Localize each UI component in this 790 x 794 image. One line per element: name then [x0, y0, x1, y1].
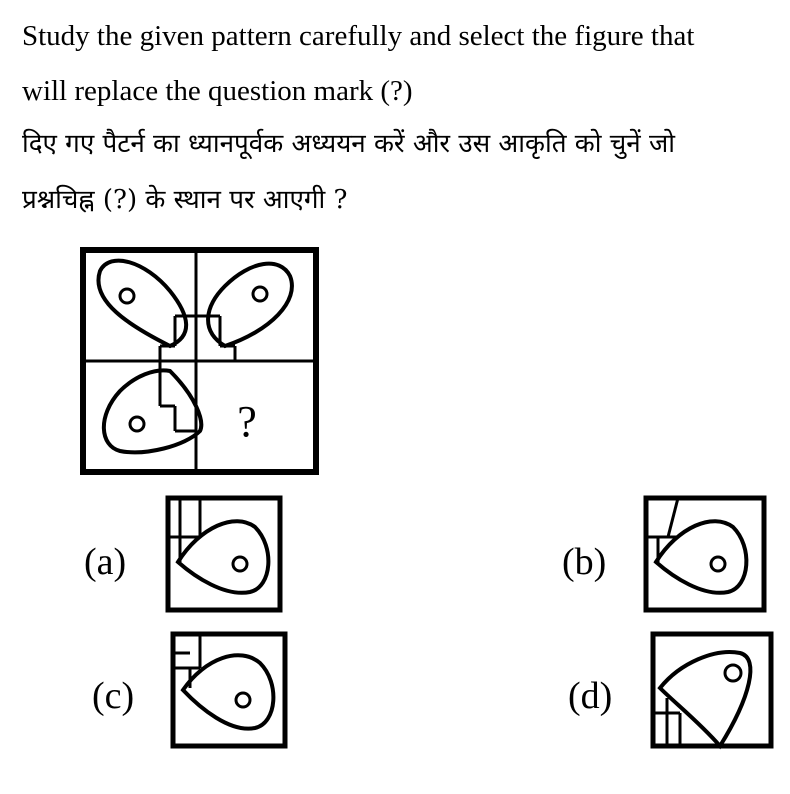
question-english-line2: will replace the question mark (?)	[22, 75, 413, 107]
option-d-figure[interactable]	[645, 628, 780, 758]
option-c-figure[interactable]	[165, 628, 295, 758]
option-a-figure[interactable]	[160, 492, 290, 622]
option-b-label[interactable]: (b)	[562, 541, 607, 583]
option-c-label[interactable]: (c)	[92, 675, 135, 717]
question-mark: ?	[237, 397, 257, 446]
pattern-figure	[75, 246, 325, 481]
option-a-label[interactable]: (a)	[84, 541, 127, 583]
option-d-label[interactable]: (d)	[568, 675, 613, 717]
question-hindi-line2: प्रश्नचिह्न (?) के स्थान पर आएगी ?	[22, 185, 348, 215]
question-hindi-line1: दिए गए पैटर्न का ध्यानपूर्वक अध्ययन करें और उस आकृति को चुनें जो	[22, 129, 675, 159]
question-english-line1: Study the given pattern carefully and select the figure that	[22, 20, 695, 52]
option-b-figure[interactable]	[638, 492, 773, 622]
